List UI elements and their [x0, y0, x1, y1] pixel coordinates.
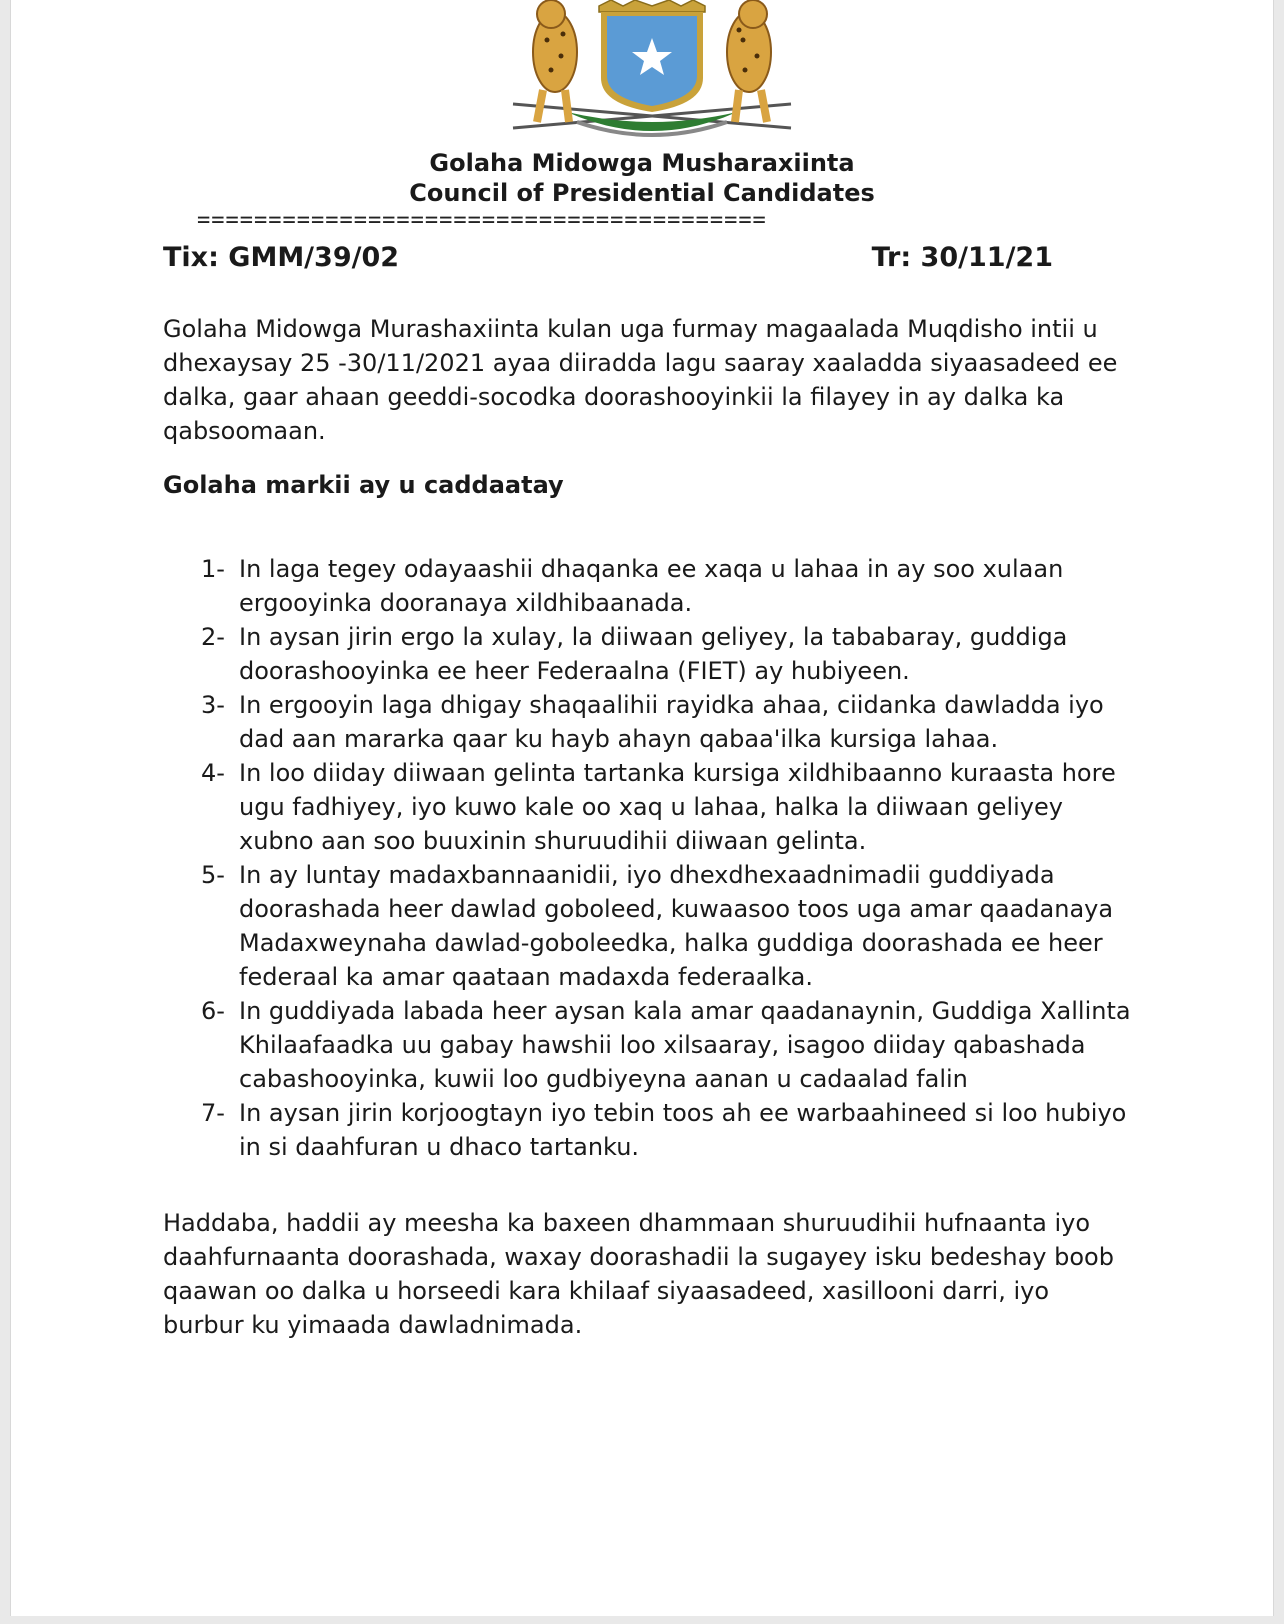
item-number: 5- [201, 861, 225, 889]
list-item [201, 688, 1131, 756]
item-number: 6- [201, 997, 225, 1025]
reference-number: Tix: GMM/39/02 [163, 242, 400, 273]
item-text: In guddiyada labada heer aysan kala amar qaadanaynin, Guddiga Xallinta Khilaafaadka uu gabay hawshii loo xilsaaray, isagoo diiday qabashada cabashooyinka, kuwii loo gudbiyeyna aanan u cadaalad falin [239, 997, 1131, 1093]
item-text: In ay luntay madaxbannaanidii, iyo dhexdhexaadnimadii guddiyada doorashada heer dawlad goboleed, kuwaasoo toos uga amar qaadanaya Madaxweynaha dawlad-goboleedka, halka guddiga doorashada ee heer federaal ka amar qaataan madaxda federaalka. [239, 861, 1114, 991]
item-number: 2- [201, 623, 225, 651]
item-text: In aysan jirin ergo la xulay, la diiwaan geliyey, la tababaray, guddiga doorashooyinka ee heer Federaalna (FIET) ay hubiyeen. [239, 623, 1068, 685]
somalia-coat-of-arms-icon [507, 0, 797, 148]
list-item [201, 994, 1131, 1096]
list-item [201, 756, 1131, 858]
title-english: Council of Presidential Candidates [409, 179, 875, 207]
item-text: In aysan jirin korjoogtayn iyo tebin toos ah ee warbaahineed si loo hubiyo in si daahfuran u dhaco tartanku. [239, 1099, 1127, 1161]
item-text: In laga tegey odayaashii dhaqanka ee xaqa u lahaa in ay soo xulaan ergooyinka dooranaya xildhibaanada. [239, 555, 1064, 617]
item-number: 3- [201, 691, 225, 719]
intro-paragraph: Golaha Midowga Murashaxiinta kulan uga furmay magaalada Muqdisho intii u dhexaysay 25 -30/11/2021 ayaa diiradda lagu saaray xaaladda siyaasadeed ee dalka, gaar ahaan geeddi-socodka doorashooyinkii la filayey in ay dalka ka qabsoomaan. [163, 315, 1118, 445]
document-page [10, 0, 1274, 1616]
list-item [201, 620, 1131, 688]
closing-paragraph: Haddaba, haddii ay meesha ka baxeen dhammaan shuruudihii hufnaanta iyo daahfurnaanta doorashada, waxay doorashadii la sugayey isku bedeshay boob qaawan oo dalka u horseedi kara khilaaf siyaasadeed, xasillooni darri, iyo burbur ku yimaada dawladnimada. [163, 1209, 1114, 1339]
title-somali: Golaha Midowga Musharaxiinta [429, 149, 855, 177]
item-text: In ergooyin laga dhigay shaqaalihii rayidka ahaa, ciidanka dawladda iyo dad aan mararka qaar ku hayb ahayn qabaa'ilka kursiga lahaa. [239, 691, 1104, 753]
section-heading: Golaha markii ay u caddaatay [163, 471, 564, 499]
letterhead-title [11, 148, 1273, 208]
document-date: Tr: 30/11/21 [871, 242, 1053, 273]
item-text: In loo diiday diiwaan gelinta tartanka kursiga xildhibaanno kuraasta hore ugu fadhiyey, iyo kuwo kale oo xaq u lahaa, halka la diiwaan geliyey xubno aan soo buuxinin shuruudihii diiwaan gelinta. [239, 759, 1116, 855]
list-item [201, 858, 1131, 994]
item-number: 7- [201, 1099, 225, 1127]
item-number: 1- [201, 555, 225, 583]
findings-list [201, 552, 1131, 1164]
list-item [201, 1096, 1131, 1164]
list-item [201, 552, 1131, 620]
item-number: 4- [201, 759, 225, 787]
separator-line: ======================================== [197, 210, 767, 232]
